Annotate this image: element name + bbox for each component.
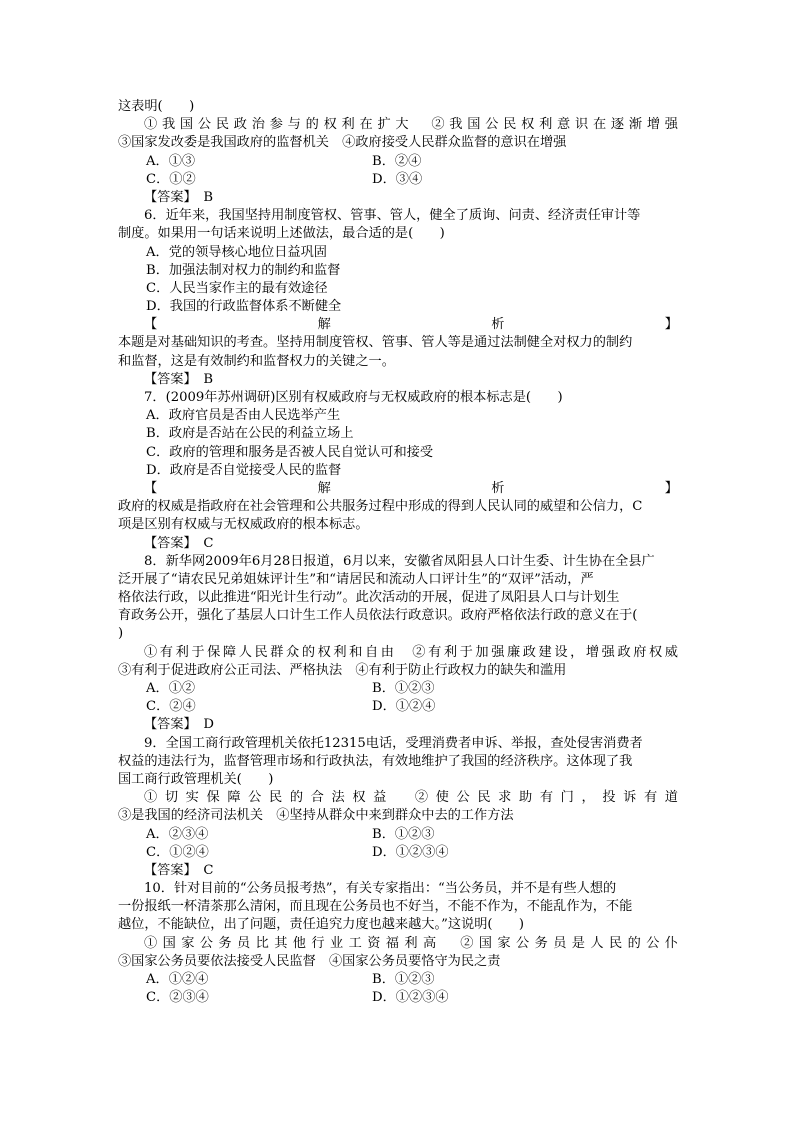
option-line: C．政府的管理和服务是否被人民自觉认可和接受 (146, 444, 434, 460)
question-line: 6．近年来，我国坚持用制度管权、管事、管人，健全了质询、问责、经济责任审计等 (144, 208, 641, 224)
statement-line: ③国家公务员要依法接受人民监督 ④国家公务员要恪守为民之责 (118, 953, 501, 969)
document-page (118, 98, 678, 1007)
statement-line: ③国家发改委是我国政府的监督机关 ④政府接受人民群众监督的意识在增强 (118, 135, 567, 151)
question-line: 制度。如果用一句话来说明上述做法，最合适的是( ) (118, 226, 445, 242)
options-row: A．①③ B．②④ (146, 153, 422, 169)
analysis-text: 项是区别有权威与无权威政府的根本标志。 (118, 517, 369, 533)
question-line: 9．全国工商行政管理机关依托12315电话，受理消费者申诉、举报，查处侵害消费者 (144, 735, 643, 751)
statement-line: ①我国公民政治参与的权利在扩大 ②我国公民权利意识在逐渐增强 (144, 117, 678, 133)
statement-line: ①国家公务员比其他行业工资福利高 ②国家公务员是人民的公仆 (144, 935, 678, 951)
answer-line: 【答案】 C (144, 862, 214, 878)
option-line: C．人民当家作主的最有效途径 (146, 280, 328, 296)
option-line: A．党的领导核心地位日益巩固 (146, 244, 327, 260)
analysis-text: 和监督，这是有效制约和监督权力的关键之一。 (118, 353, 395, 369)
answer-line: 【答案】 B (144, 371, 214, 387)
options-row: A．①② B．①②③ (146, 681, 435, 696)
question-line: 育政务公开，强化了基层人口计生工作人员依法行政意识。政府严格依法行政的意义在于( (118, 608, 638, 624)
question-line: 7．(2009年苏州调研)区别有权威政府与无权威政府的根本标志是( ) (144, 390, 563, 405)
options-row: A．①②④ B．①②③ (146, 972, 435, 987)
answer-line: 【答案】 D (144, 717, 214, 733)
option-line: A．政府官员是否由人民选举产生 (146, 408, 341, 424)
question-line: ) (118, 626, 124, 642)
option-line: D．我国的行政监督体系不断健全 (146, 299, 342, 315)
options-row: C．①②④ D．①②③④ (146, 844, 449, 860)
question-line: 越位，不能缺位，出了问题，责任追究力度也越来越大。”这说明( ) (118, 917, 525, 933)
option-line: D．政府是否自觉接受人民的监督 (146, 462, 342, 478)
options-row: A．②③④ B．①②③ (146, 826, 435, 842)
options-row: C．②③④ D．①②③④ (146, 990, 449, 1006)
question-line: 一份报纸一杯清茶那么清闲，而且现在公务员也不好当，不能不作为，不能乱作为，不能 (118, 899, 633, 915)
statement-line: ①有利于保障人民群众的权利和自由 ②有利于加强廉政建设，增强政府权威 (144, 644, 678, 660)
question-line: 8．新华网2009年6月28日报道，6月以来，安徽省凤阳县人口计生委、计生协在全县广 (144, 553, 655, 569)
analysis-heading: 【 解 析 】 (144, 317, 678, 333)
statement-line: ③是我国的经济司法机关 ④坚持从群众中来到群众中去的工作方法 (118, 808, 514, 824)
statement-line: ③有利于促进政府公正司法、严格执法 ④有利于防止行政权力的缺失和滥用 (118, 662, 567, 678)
question-line: 泛开展了“请农民兄弟姐妹评计生”和“请居民和流动人口评计生”的“双评”活动，严 (118, 571, 594, 587)
options-row: C．②④ D．①②④ (146, 699, 436, 715)
statement-line: ①切实保障公民的合法权益 ②使公民求助有门，投诉有道 (144, 790, 678, 806)
analysis-text: 政府的权威是指政府在社会管理和公共服务过程中形成的得到人民认同的威望和公信力，C (118, 499, 643, 515)
question-line: 格依法行政，以此推进“阳光计生行动”。此次活动的开展，促进了凤阳县人口与计划生 (118, 590, 620, 606)
question-line: 10．针对目前的“公务员报考热”，有关专家指出：“当公务员，并不是有些人想的 (144, 881, 617, 897)
option-line: B．政府是否站在公民的利益立场上 (146, 426, 354, 442)
text-line: 这表明( ) (118, 99, 195, 114)
option-line: B．加强法制对权力的制约和监督 (146, 262, 341, 278)
answer-line: 【答案】 C (144, 535, 214, 551)
analysis-text: 本题是对基础知识的考查。坚持用制度管权、管事、管人等是通过法制健全对权力的制约 (118, 335, 633, 351)
question-line: 权益的违法行为，监督管理市场和行政执法，有效地维护了我国的经济秩序。这体现了我 (118, 753, 633, 769)
analysis-heading: 【 解 析 】 (144, 480, 678, 496)
options-row: C．①② D．③④ (146, 171, 423, 187)
question-line: 国工商行政管理机关( ) (118, 771, 274, 787)
answer-line: 【答案】 B (144, 189, 214, 205)
